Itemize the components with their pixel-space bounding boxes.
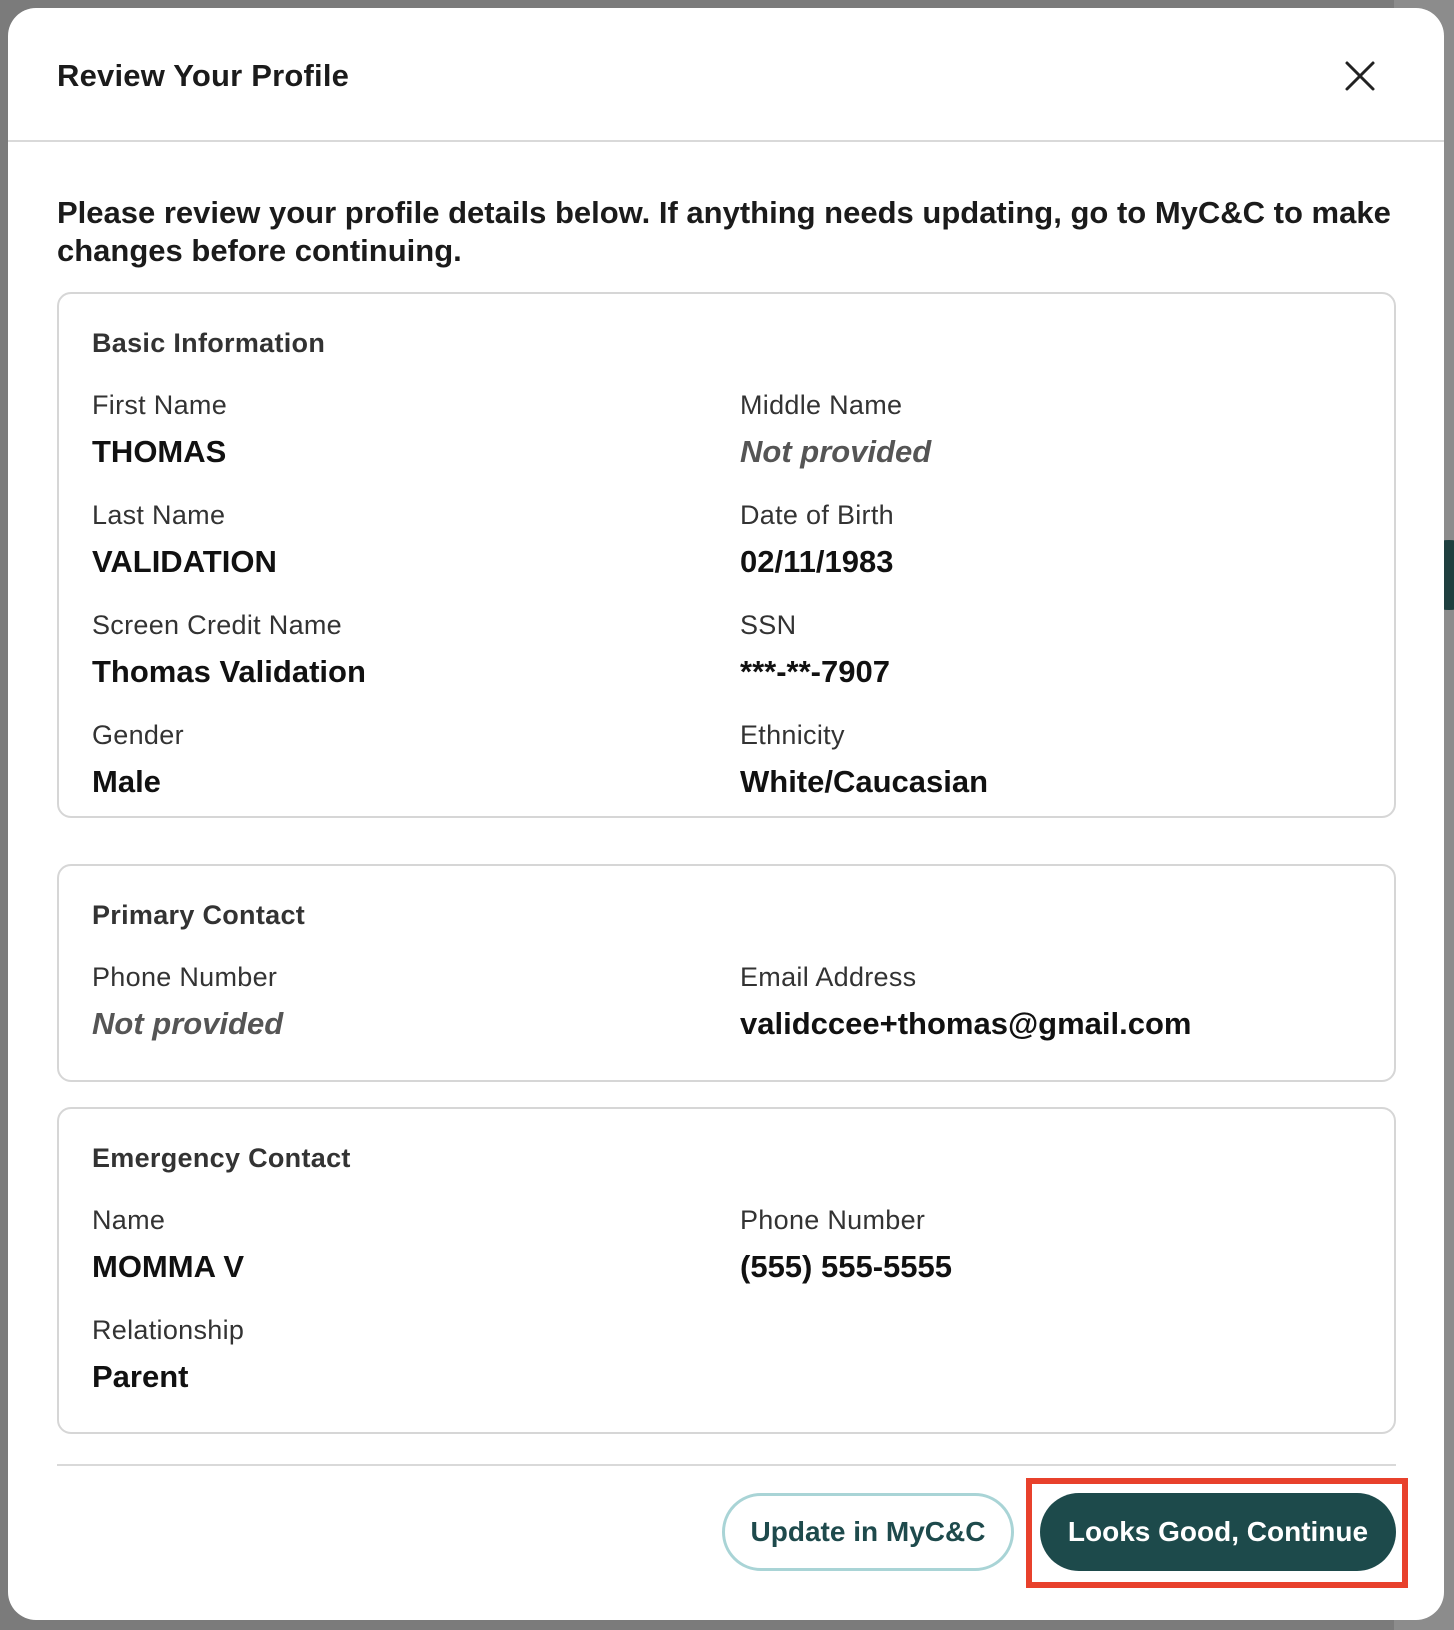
emergency-name-value: MOMMA V [92,1249,245,1284]
phone-number-label: Phone Number [92,962,278,992]
intro-text: Please review your profile details below. If anything needs updating, go to MyC&C to make changes before continuing. [57,195,1391,268]
close-icon [1344,60,1376,92]
review-profile-modal [8,8,1444,1620]
relationship-value: Parent [92,1359,189,1394]
middle-name-label: Middle Name [740,390,903,420]
last-name-value: VALIDATION [92,544,277,579]
emergency-phone-value: (555) 555-5555 [740,1249,952,1284]
emergency-contact-card [57,1107,1396,1434]
update-in-mycc-button[interactable]: Update in MyC&C [722,1493,1014,1571]
phone-number-value: Not provided [92,1006,284,1041]
gender-value: Male [92,764,161,799]
date-of-birth-label: Date of Birth [740,500,894,530]
looks-good-continue-button[interactable]: Looks Good, Continue [1040,1493,1396,1571]
modal-header [8,8,1444,142]
first-name-value: THOMAS [92,434,227,469]
card-title: Basic Information [92,328,326,358]
basic-information-card [57,292,1396,818]
email-address-label: Email Address [740,962,917,992]
first-name-label: First Name [92,390,228,420]
middle-name-value: Not provided [740,434,932,469]
emergency-phone-label: Phone Number [740,1205,926,1235]
gender-label: Gender [92,720,184,750]
primary-contact-card [57,864,1396,1082]
date-of-birth-value: 02/11/1983 [740,544,894,579]
ssn-label: SSN [740,610,797,640]
ssn-value: ***-**-7907 [740,654,890,689]
card-title: Primary Contact [92,900,306,930]
last-name-label: Last Name [92,500,226,530]
email-address-value: validccee+thomas@gmail.com [740,1006,1192,1041]
modal-title: Review Your Profile [57,58,350,93]
screen-credit-name-value: Thomas Validation [92,654,366,689]
relationship-label: Relationship [92,1315,245,1345]
close-button[interactable] [1336,52,1384,100]
card-title: Emergency Contact [92,1143,351,1173]
footer-divider [57,1464,1396,1466]
ethnicity-value: White/Caucasian [740,764,989,799]
ethnicity-label: Ethnicity [740,720,845,750]
emergency-name-label: Name [92,1205,166,1235]
screen-credit-name-label: Screen Credit Name [92,610,342,640]
